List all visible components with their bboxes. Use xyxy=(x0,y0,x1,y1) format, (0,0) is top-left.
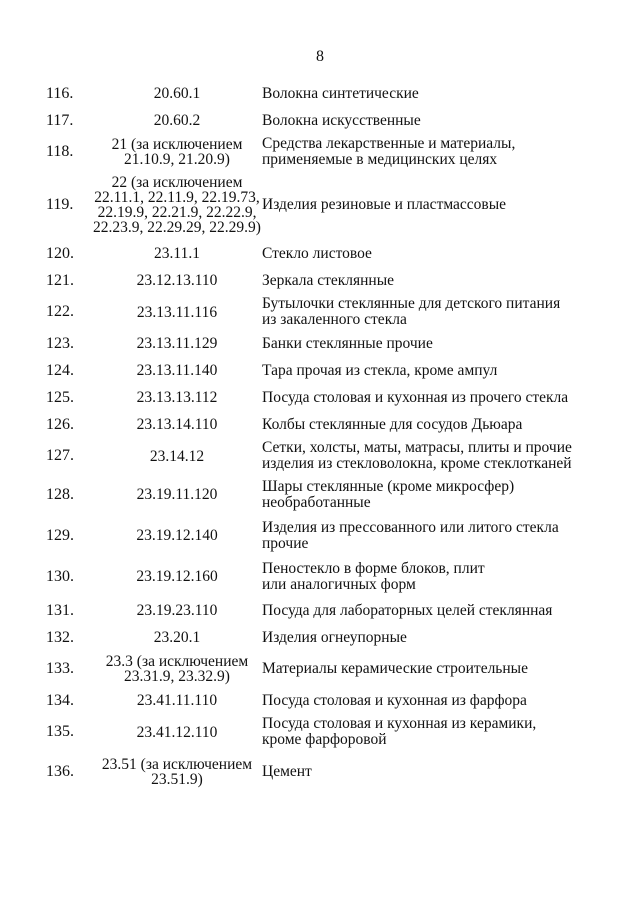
table-row xyxy=(0,597,640,624)
product-name-line: Волокна искусственные xyxy=(262,111,421,129)
row-number: 121. xyxy=(46,271,74,289)
table-row xyxy=(0,474,640,515)
okpd-code-line: 23.3 (за исключением xyxy=(105,653,249,670)
okpd-code xyxy=(82,487,272,502)
product-name-line: Посуда столовая и кухонная из фарфора xyxy=(262,691,527,709)
table-row xyxy=(0,134,640,170)
product-name xyxy=(262,561,592,593)
row-number: 125. xyxy=(46,388,74,406)
table-row xyxy=(0,750,640,794)
product-name xyxy=(262,693,592,709)
okpd-code-line: 23.41.11.110 xyxy=(136,692,218,709)
product-name-line: прочие xyxy=(262,534,309,552)
okpd-code-line: 22.11.1, 22.11.9, 22.19.73, xyxy=(94,189,260,206)
table-row xyxy=(0,714,640,750)
row-number: 116. xyxy=(46,84,74,102)
product-name xyxy=(262,603,592,619)
table-row xyxy=(0,651,640,687)
okpd-code-line: 23.19.11.120 xyxy=(136,486,218,503)
okpd-code xyxy=(82,449,272,464)
okpd-code xyxy=(82,603,272,618)
row-number: 123. xyxy=(46,334,74,352)
table-row xyxy=(0,357,640,384)
okpd-code-line: 23.13.14.110 xyxy=(136,416,218,433)
okpd-code xyxy=(82,336,272,351)
row-number: 129. xyxy=(46,526,74,544)
product-name xyxy=(262,520,592,552)
table-row xyxy=(0,624,640,651)
product-name-line: Сетки, холсты, маты, матрасы, плиты и прочие xyxy=(262,439,572,456)
product-name-line: или аналогичных форм xyxy=(262,575,416,593)
product-name-line: из закаленного стекла xyxy=(262,311,407,328)
table-row xyxy=(0,267,640,294)
okpd-code-line: 23.19.23.110 xyxy=(136,602,218,619)
row-number: 124. xyxy=(46,361,74,379)
product-name-line: Изделия огнеупорные xyxy=(262,628,407,646)
okpd-code-line: 20.60.1 xyxy=(153,85,201,102)
product-name xyxy=(262,273,592,289)
okpd-code xyxy=(82,693,272,708)
product-name-line: Цемент xyxy=(262,763,312,780)
okpd-code-line: 23.19.12.140 xyxy=(136,527,218,544)
okpd-code-line: 20.60.2 xyxy=(153,112,201,129)
row-number: 135. xyxy=(46,723,74,740)
okpd-code-line: 23.51.9) xyxy=(151,771,203,788)
okpd-code xyxy=(82,630,272,645)
okpd-code xyxy=(82,569,272,584)
row-number: 120. xyxy=(46,244,74,262)
product-name-line: Бутылочки стеклянные для детского питания xyxy=(262,295,561,312)
table-row xyxy=(0,687,640,714)
okpd-code xyxy=(82,654,272,684)
okpd-code-line: 23.13.11.140 xyxy=(136,362,218,379)
product-name-line: Посуда столовая и кухонная из прочего стекла xyxy=(262,388,569,406)
product-name-line: изделия из стекловолокна, кроме стеклотканей xyxy=(262,455,572,472)
product-name xyxy=(262,764,592,780)
page-number: 8 xyxy=(316,48,324,65)
product-name-line: Волокна синтетические xyxy=(262,84,419,102)
okpd-code xyxy=(82,757,272,787)
row-number: 134. xyxy=(46,691,74,709)
okpd-code-line: 23.51 (за исключением xyxy=(101,756,253,773)
product-name xyxy=(262,661,592,677)
product-name xyxy=(262,479,592,511)
okpd-code xyxy=(82,417,272,432)
product-name xyxy=(262,86,592,102)
row-number: 136. xyxy=(46,763,74,780)
row-number: 133. xyxy=(46,660,74,677)
product-name-line: Изделия резиновые и пластмассовые xyxy=(262,196,507,213)
product-name-line: Средства лекарственные и материалы, xyxy=(262,135,516,152)
product-name xyxy=(262,630,592,646)
product-name-line: применяемые в медицинских целях xyxy=(262,151,498,168)
okpd-code-line: 23.11.1 xyxy=(154,245,200,262)
product-name-line: Материалы керамические строительные xyxy=(262,660,528,677)
row-number: 128. xyxy=(46,485,74,503)
okpd-code xyxy=(82,175,272,235)
product-name-line: Банки стеклянные прочие xyxy=(262,334,433,352)
okpd-code-line: 23.20.1 xyxy=(153,629,201,646)
okpd-code xyxy=(82,363,272,378)
okpd-code-line: 23.31.9, 23.32.9) xyxy=(124,668,230,685)
product-name xyxy=(262,336,592,352)
okpd-code xyxy=(82,528,272,543)
product-name xyxy=(262,246,592,262)
product-name-line: Стекло листовое xyxy=(262,244,372,262)
row-number: 122. xyxy=(46,303,74,320)
product-name-line: Изделия из прессованного или литого стекла xyxy=(262,518,559,536)
okpd-code xyxy=(82,390,272,405)
okpd-code xyxy=(82,725,272,740)
table-row xyxy=(0,515,640,556)
product-name-line: Тара прочая из стекла, кроме ампул xyxy=(262,361,498,379)
product-name-line: Посуда столовая и кухонная из керамики, xyxy=(262,715,537,732)
okpd-code xyxy=(82,305,272,320)
product-name xyxy=(262,417,592,433)
table-row xyxy=(0,80,640,107)
row-number: 132. xyxy=(46,628,74,646)
product-name-line: Посуда для лабораторных целей стеклянная xyxy=(262,601,553,619)
row-number: 119. xyxy=(46,196,74,213)
product-name-line: Колбы стеклянные для сосудов Дьюара xyxy=(262,415,523,433)
product-name xyxy=(262,296,592,328)
row-number: 127. xyxy=(46,447,74,464)
table-row xyxy=(0,170,640,240)
okpd-code-line: 21 (за исключением xyxy=(111,136,243,153)
okpd-code xyxy=(82,113,272,128)
product-name xyxy=(262,113,592,129)
okpd-code-line: 21.10.9, 21.20.9) xyxy=(124,151,230,168)
table-row xyxy=(0,438,640,474)
okpd-code-line: 23.19.12.160 xyxy=(136,568,218,585)
okpd-code-line: 22 (за исключением xyxy=(111,174,243,191)
okpd-code-line: 23.14.12 xyxy=(149,447,205,465)
product-name xyxy=(262,716,592,748)
table-row xyxy=(0,556,640,597)
row-number: 131. xyxy=(46,601,74,619)
product-name-line: Шары стеклянные (кроме микросфер) xyxy=(262,477,515,495)
okpd-code xyxy=(82,273,272,288)
okpd-code-line: 23.12.13.110 xyxy=(136,272,218,289)
table-row xyxy=(0,384,640,411)
okpd-code-line: 22.19.9, 22.21.9, 22.22.9, xyxy=(97,204,257,221)
product-name xyxy=(262,197,592,213)
table-row xyxy=(0,107,640,134)
okpd-code-line: 23.41.12.110 xyxy=(136,723,218,741)
okpd-code-line: 23.13.11.116 xyxy=(136,303,218,321)
okpd-code-line: 22.23.9, 22.29.29, 22.29.9) xyxy=(93,219,261,236)
product-name-line: необработанные xyxy=(262,493,371,511)
row-number: 130. xyxy=(46,567,74,585)
okpd-code xyxy=(82,86,272,101)
table-row xyxy=(0,294,640,330)
row-number: 117. xyxy=(46,111,74,129)
table-row xyxy=(0,411,640,438)
table-row xyxy=(0,240,640,267)
product-name xyxy=(262,363,592,379)
product-name xyxy=(262,390,592,406)
okpd-code xyxy=(82,137,272,167)
okpd-code-line: 23.13.11.129 xyxy=(136,335,218,352)
table-row xyxy=(0,330,640,357)
row-number: 118. xyxy=(46,143,74,160)
product-name xyxy=(262,440,592,472)
row-number: 126. xyxy=(46,415,74,433)
okpd-code xyxy=(82,246,272,261)
product-code-table xyxy=(0,80,640,794)
product-name-line: Пеностекло в форме блоков, плит xyxy=(262,559,485,577)
okpd-code-line: 23.13.13.112 xyxy=(136,389,218,406)
product-name xyxy=(262,136,592,168)
product-name-line: кроме фарфоровой xyxy=(262,731,387,748)
product-name-line: Зеркала стеклянные xyxy=(262,271,395,289)
